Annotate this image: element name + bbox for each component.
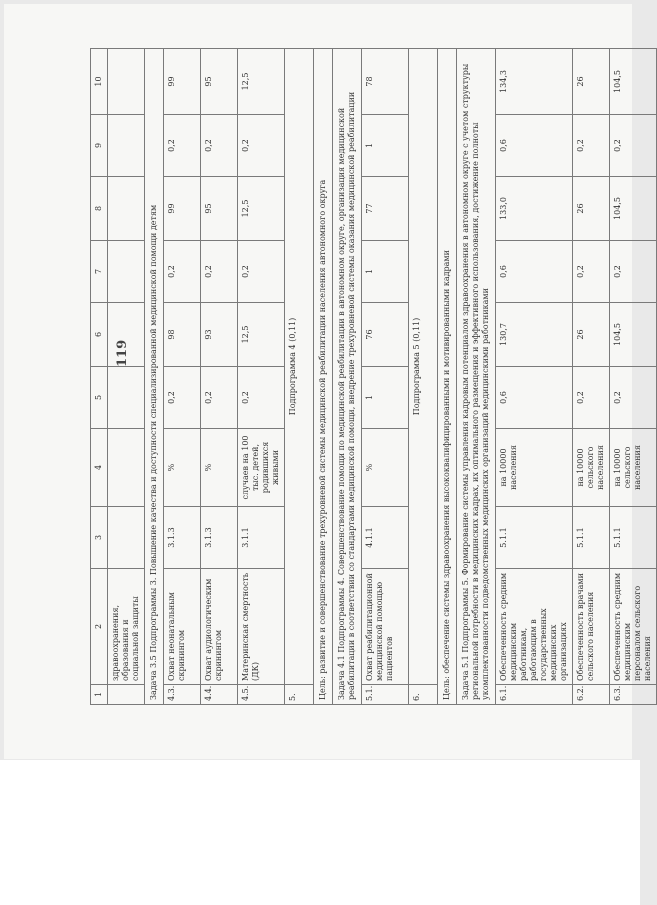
- row-number: 4.3.: [164, 685, 201, 705]
- indicator-name: Охват аудиологическим скринингом: [201, 569, 238, 685]
- code-cell: 3.1.3: [164, 507, 201, 569]
- value-cell: 0,2: [573, 367, 610, 429]
- section-row: [145, 49, 164, 705]
- subprogram-title: Подпрограмма 5 (0,11): [409, 49, 438, 685]
- unit-cell: на 10000 сельского населения: [610, 429, 657, 507]
- value-cell: 0,2: [164, 115, 201, 177]
- table-row: [108, 49, 145, 705]
- indicator-name: Охват неонатальным скринингом: [164, 569, 201, 685]
- value-cell: 76: [362, 303, 409, 367]
- value-cell: 0,6: [496, 367, 573, 429]
- value-cell: 12,5: [238, 177, 285, 241]
- goal-heading: Цель: обеспечение системы здравоохранения высококвалифицированными и мотивированными кадрами: [438, 49, 457, 705]
- col-header: 10: [91, 49, 108, 115]
- value-cell: 98: [164, 303, 201, 367]
- col-header: 4: [91, 429, 108, 507]
- value-cell: 95: [201, 49, 238, 115]
- row-number: 5.: [285, 685, 314, 705]
- value-cell: 0,2: [610, 115, 657, 177]
- value-cell: 12,5: [238, 49, 285, 115]
- value-cell: 26: [573, 49, 610, 115]
- value-cell: 0,2: [610, 367, 657, 429]
- value-cell: 0,2: [201, 241, 238, 303]
- col-header: 1: [91, 685, 108, 705]
- indicator-name: Охват реабилитационной медицинской помощью пациентов: [362, 569, 409, 685]
- value-cell: 0,2: [201, 115, 238, 177]
- task-heading: Задача 5.1 Подпрограммы 5. Формирование системы управления кадровым потенциалом здравоохранения в автономном округе с учетом структуры региональной потребности в медицинских кадрах, их оптимального размещения и эффективного использования, достижение полноты укомплектованности подведомственных медицинских организаций медицинскими работниками: [457, 49, 496, 705]
- row-number: 6.: [409, 685, 438, 705]
- unit-cell: на 10000 сельского населения: [573, 429, 610, 507]
- value-cell: 0,2: [238, 367, 285, 429]
- value-cell: 95: [201, 177, 238, 241]
- indicator-name: Материнская смертность (ДК): [238, 569, 285, 685]
- code-cell: 5.1.1: [610, 507, 657, 569]
- value-cell: 134,3: [496, 49, 573, 115]
- code-cell: 3.1.3: [201, 507, 238, 569]
- table-row: [164, 49, 201, 705]
- row-number: 5.1.: [362, 685, 409, 705]
- value-cell: 26: [573, 303, 610, 367]
- value-cell: 0,6: [496, 115, 573, 177]
- subprogram-row: [409, 49, 438, 705]
- page-background-bottom: [0, 760, 640, 905]
- value-cell: 12,5: [238, 303, 285, 367]
- value-cell: 0,2: [164, 241, 201, 303]
- col-header: 8: [91, 177, 108, 241]
- value-cell: 78: [362, 49, 409, 115]
- indicator-table: [90, 48, 657, 705]
- value-cell: 0,2: [201, 367, 238, 429]
- row-number: 6.2.: [573, 685, 610, 705]
- value-cell: 104,5: [610, 177, 657, 241]
- row-number: 4.5.: [238, 685, 285, 705]
- section-row: [438, 49, 457, 705]
- code-cell: 3.1.1: [238, 507, 285, 569]
- table-row: [610, 49, 657, 705]
- goal-heading: Цель: развитие и совершенствование трехуровневой системы медицинской реабилитации населения автономного округа: [314, 49, 333, 705]
- table-row: [201, 49, 238, 705]
- col-header: 6: [91, 303, 108, 367]
- col-header: 3: [91, 507, 108, 569]
- value-cell: 104,5: [610, 303, 657, 367]
- row-number: 6.1.: [496, 685, 573, 705]
- unit-cell: на 10000 населения: [496, 429, 573, 507]
- value-cell: 26: [573, 177, 610, 241]
- value-cell: 0,6: [496, 241, 573, 303]
- row-number: 4.4.: [201, 685, 238, 705]
- value-cell: 0,2: [573, 241, 610, 303]
- value-cell: 77: [362, 177, 409, 241]
- rotated-table-wrapper: [90, 49, 656, 705]
- col-header: 9: [91, 115, 108, 177]
- col-header: 5: [91, 367, 108, 429]
- value-cell: 1: [362, 115, 409, 177]
- unit-cell: %: [164, 429, 201, 507]
- indicator-name: Обеспеченность врачами сельского населения: [573, 569, 610, 685]
- section-row: [457, 49, 496, 705]
- task-heading: Задача 4.1 Подпрограммы 4. Совершенствование помощи по медицинской реабилитации в автономном округе, организация медицинской реабилитации в соответствии со стандартами медицинской помощи, внедрение трехуровневой системы оказания медицинской реабилитации: [333, 49, 362, 705]
- value-cell: 0,2: [238, 241, 285, 303]
- indicator-name: здравоохранения, образования и социальной защиты: [108, 569, 145, 685]
- value-cell: 99: [164, 49, 201, 115]
- value-cell: 1: [362, 367, 409, 429]
- value-cell: 0,2: [238, 115, 285, 177]
- unit-cell: %: [362, 429, 409, 507]
- table-row: [573, 49, 610, 705]
- section-row: [314, 49, 333, 705]
- value-cell: 133,0: [496, 177, 573, 241]
- table-row: [238, 49, 285, 705]
- code-cell: 4.1.1: [362, 507, 409, 569]
- code-cell: 5.1.1: [573, 507, 610, 569]
- table-row: [362, 49, 409, 705]
- subprogram-title: Подпрограмма 4 (0,11): [285, 49, 314, 685]
- value-cell: 93: [201, 303, 238, 367]
- value-cell: 104,5: [610, 49, 657, 115]
- row-number: 6.3.: [610, 685, 657, 705]
- section-row: [333, 49, 362, 705]
- value-cell: 130,7: [496, 303, 573, 367]
- subprogram-row: [285, 49, 314, 705]
- code-cell: 5.1.1: [496, 507, 573, 569]
- unit-cell: %: [201, 429, 238, 507]
- indicator-name: Обеспеченность средним медицинским персоналом сельского населения: [610, 569, 657, 685]
- value-cell: 1: [362, 241, 409, 303]
- value-cell: 0,2: [610, 241, 657, 303]
- indicator-name: Обеспеченность средним медицинским работникам, работающим в государственных медицинских организациях: [496, 569, 573, 685]
- table-row: [496, 49, 573, 705]
- column-number-row: [91, 49, 108, 705]
- task-heading: Задача 3.5 Подпрограммы 3. Повышение качества и доступности специализированной медицинской помощи детям: [145, 49, 164, 705]
- value-cell: 0,2: [164, 367, 201, 429]
- value-cell: 99: [164, 177, 201, 241]
- col-header: 7: [91, 241, 108, 303]
- unit-cell: случаев на 100 тыс. детей, родившихся живыми: [238, 429, 285, 507]
- col-header: 2: [91, 569, 108, 685]
- page-number: 119: [115, 339, 130, 367]
- value-cell: 0,2: [573, 115, 610, 177]
